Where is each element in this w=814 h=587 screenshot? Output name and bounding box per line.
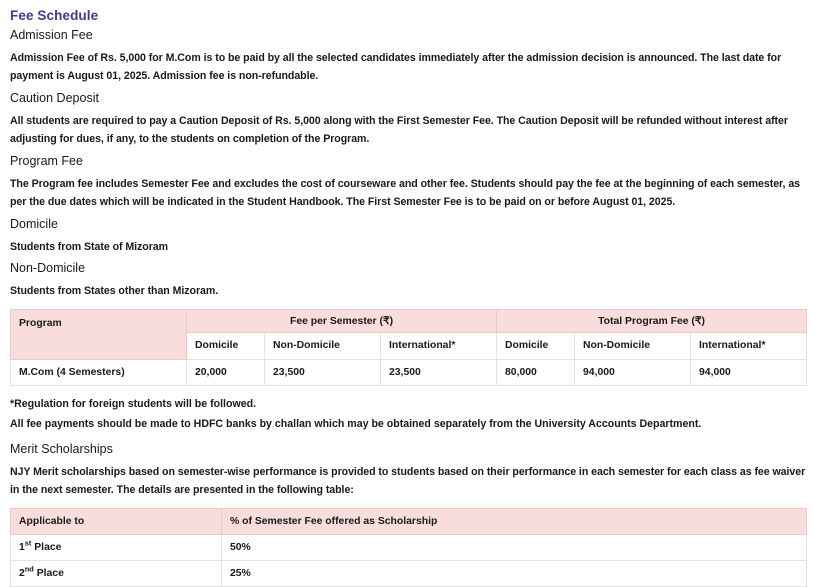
col-header-total-international: International* [691, 332, 807, 359]
section-heading-caution-deposit: Caution Deposit [10, 91, 99, 106]
col-header-program: Program [11, 309, 187, 359]
section-body-merit-scholarships: NJY Merit scholarships based on semester-wise performance is provided to students based on their performance in each semester for each class as fee waiver in the next semester. The details are presented in the following table: [10, 465, 806, 497]
cell-semester-domicile: 20,000 [187, 359, 265, 385]
col-group-fee-per-semester: Fee per Semester (₹) [187, 309, 497, 332]
cell-percent-scholarship: 50% [222, 535, 807, 561]
section-heading-merit-scholarships: Merit Scholarships [10, 442, 113, 457]
place-label: Place [31, 542, 62, 554]
section-heading-domicile: Domicile [10, 217, 58, 232]
footnote-regulation: *Regulation for foreign students will be followed. [10, 397, 257, 410]
section-body-domicile: Students from State of Mizoram [10, 240, 169, 253]
table-row [11, 535, 807, 561]
cell-semester-non-domicile: 23,500 [265, 359, 381, 385]
section-heading-admission-fee: Admission Fee [10, 28, 93, 42]
cell-total-non-domicile: 94,000 [575, 359, 691, 385]
section-body-non-domicile: Students from States other than Mizoram. [10, 284, 219, 297]
page-title: Fee Schedule [10, 8, 99, 23]
table-row [11, 561, 807, 587]
col-header-total-domicile: Domicile [497, 332, 575, 359]
section-heading-program-fee: Program Fee [10, 154, 83, 169]
table-header-row [11, 509, 807, 535]
col-header-total-non-domicile: Non-Domicile [575, 332, 691, 359]
section-body-program-fee: The Program fee includes Semester Fee and excludes the cost of courseware and other fee. Students should pay the fee at the beginning of each semester, as per the due dates which will be indicated in the Student Handbook. The First Semester Fee is to be paid on or before August 01, 2025. [10, 177, 801, 208]
col-header-semester-domicile: Domicile [187, 332, 265, 359]
cell-total-international: 94,000 [691, 359, 807, 385]
scholarship-table [10, 508, 807, 587]
place-number: 1 [19, 542, 25, 554]
table-header-row-groups [11, 309, 807, 332]
col-header-percent-scholarship: % of Semester Fee offered as Scholarship [222, 509, 807, 535]
place-ordinal-suffix: nd [24, 564, 34, 574]
section-body-caution-deposit: All students are required to pay a Caution Deposit of Rs. 5,000 along with the First Semester Fee. The Caution Deposit will be refunded without interest after adjusting for dues, if any, to the students on completion of the Program. [10, 114, 788, 145]
cell-applicable-to [11, 561, 222, 587]
place-label: Place [33, 568, 64, 580]
section-heading-non-domicile: Non-Domicile [10, 261, 86, 276]
place-ordinal-suffix: st [24, 538, 32, 548]
section-body-admission-fee: Admission Fee of Rs. 5,000 for M.Com is to be paid by all the selected candidates immediately after the admission decision is announced. The last date for payment is August 01, 2025. Admission fee is non-refundable. [10, 51, 782, 82]
cell-program-name: M.Com (4 Semesters) [11, 359, 187, 385]
col-header-semester-international: International* [381, 332, 497, 359]
cell-percent-scholarship: 25% [222, 561, 807, 587]
cell-total-domicile: 80,000 [497, 359, 575, 385]
fee-table [10, 309, 807, 386]
footnote-payments: All fee payments should be made to HDFC banks by challan which may be obtained separately from the University Accounts Department. [10, 418, 702, 431]
place-number: 2 [19, 568, 25, 580]
col-group-total-program-fee: Total Program Fee (₹) [497, 309, 807, 332]
col-header-semester-non-domicile: Non-Domicile [265, 332, 381, 359]
table-row [11, 359, 807, 385]
cell-applicable-to [11, 535, 222, 561]
col-header-applicable-to: Applicable to [11, 509, 222, 535]
cell-semester-international: 23,500 [381, 359, 497, 385]
